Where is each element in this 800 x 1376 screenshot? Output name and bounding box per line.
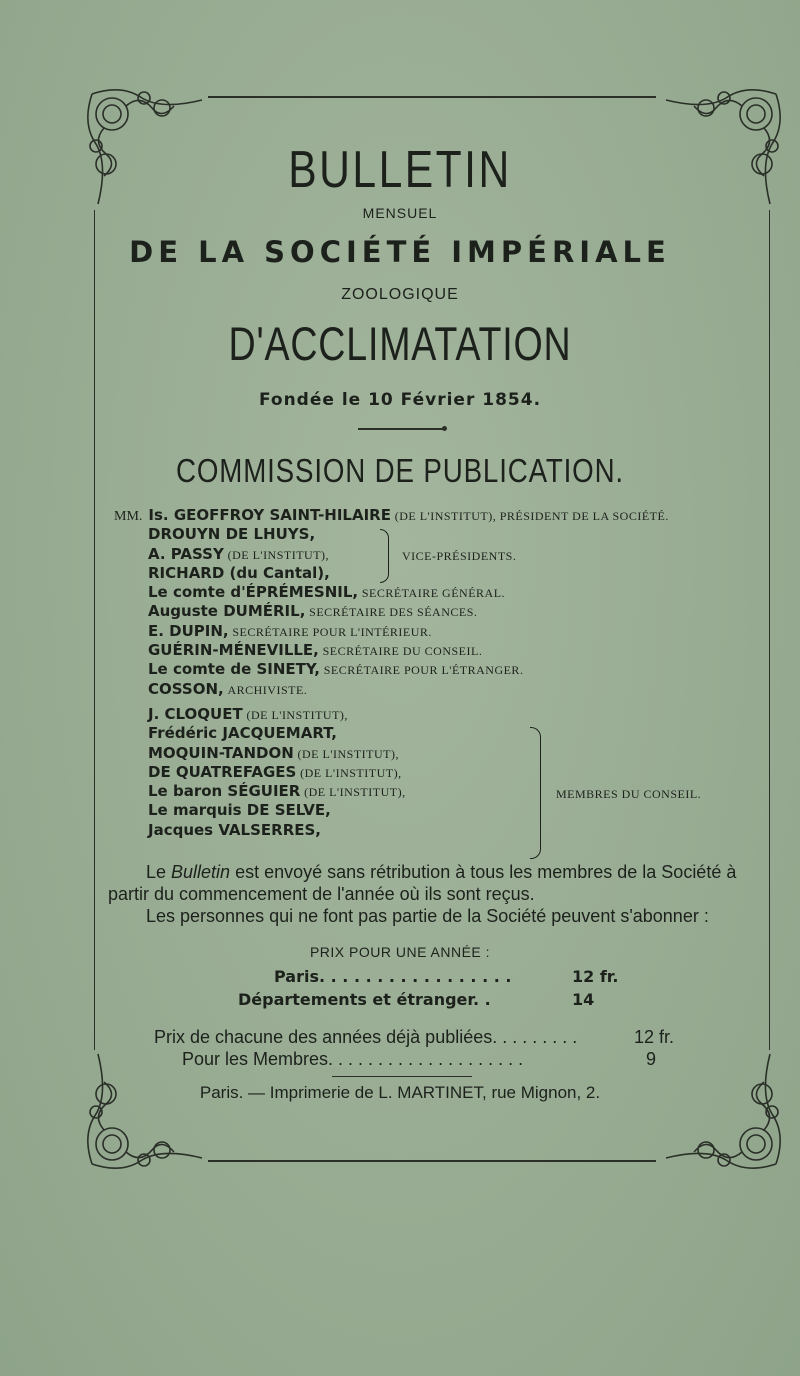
member-row [114,801,754,820]
divider [358,428,444,430]
member-role: SECRÉTAIRE POUR L'INTÉRIEUR. [232,624,432,639]
member-role: (DE L'INSTITUT), [304,785,406,800]
member-row [114,602,754,621]
member-row [114,821,754,840]
president-row [114,506,754,525]
commission-heading: COMMISSION DE PUBLICATION. [176,452,624,489]
vice-brace [380,529,389,583]
subtitle-zoologique: ZOOLOGIQUE [341,286,459,303]
member-name: Auguste DUMÉRIL, [148,602,306,621]
member-name: Le comte de SINETY, [148,660,320,679]
member-row [114,564,754,583]
member-row [114,680,754,699]
member-role: SECRÉTAIRE GÉNÉRAL. [361,586,506,601]
member-name: Le comte d'ÉPRÉMESNIL, [148,583,359,602]
member-row [114,705,754,724]
member-name: J. CLOQUET [148,704,243,723]
member-row [114,583,754,602]
member-row [114,744,754,763]
bulletin-italic: Bulletin [171,862,231,882]
price-heading: PRIX POUR UNE ANNÉE : [309,944,491,960]
vice-label: VICE-PRÉSIDENTS. [402,549,517,563]
corner-ornament-icon [656,1044,786,1174]
member-row [114,724,754,743]
paragraph-subscription [108,905,748,927]
price-back-amount: 12 fr. [634,1027,675,1047]
member-name: Frédéric JACQUEMART, [148,724,338,743]
member-role: SECRÉTAIRE POUR L'ÉTRANGER. [323,663,524,678]
price-dept-amount: 14 [572,990,595,1009]
price-members-label: Pour les Membres. . . . . . . . . . . . . . . . . . . . [182,1049,524,1069]
mm-label: MM. [114,509,143,524]
member-name: COSSON, [148,679,224,698]
member-role: (DE L'INSTITUT), [300,765,402,780]
member-role: (DE L'INSTITUT), [227,547,330,562]
member-row [114,641,754,660]
member-role: ARCHIVISTE. [227,682,308,697]
imprint: Paris. — Imprimerie de L. MARTINET, rue Mignon, 2. [199,1083,601,1102]
member-role: (DE L'INSTITUT), PRÉSIDENT DE LA SOCIÉTÉ. [394,509,669,523]
member-name: Le baron SÉGUIER [148,782,301,801]
member-name: A. PASSY [148,544,224,563]
member-role: (DE L'INSTITUT), [246,707,348,722]
member-role: SECRÉTAIRE DU CONSEIL. [322,644,483,659]
price-back-label: Prix de chacune des années déjà publiées. . . . . . . . . [154,1027,578,1047]
society-acclimatation: D'ACCLIMATATION [228,317,572,370]
member-name: GUÉRIN-MÉNEVILLE, [148,641,319,660]
price-dept-label: Départements et étranger. . [238,990,491,1009]
member-name: Le marquis DE SELVE, [148,801,331,820]
price-paris-label: Paris. . . . . . . . . . . . . . . . . [274,967,512,986]
price-members-amount: 9 [646,1049,657,1069]
paragraph-text: Les personnes qui ne font pas partie de la Société peuvent s'abonner : [146,906,709,926]
member-row [114,622,754,641]
member-name: MOQUIN-TANDON [148,743,294,762]
council-label: MEMBRES DU CONSEIL. [556,787,702,801]
paragraph-text: Le Bulletin est envoyé sans rétribution à tous les membres de la Société à partir du commencement de l'année où ils sont reçus. [108,862,737,904]
society-name: DE LA SOCIÉTÉ IMPÉRIALE [129,235,671,269]
member-name: DROUYN DE LHUYS, [148,525,316,544]
page-title: BULLETIN [288,141,512,199]
commission-members [114,506,754,840]
member-name: RICHARD (du Cantal), [148,563,330,582]
member-row [114,763,754,782]
member-row [114,525,754,544]
paragraph-distribution [108,861,748,905]
border-line-top [208,96,656,98]
member-role: SECRÉTAIRE DES SÉANCES. [309,605,478,620]
subtitle-mensuel: MENSUEL [362,205,438,221]
member-name: Is. GEOFFROY SAINT-HILAIRE [148,506,391,524]
founding-date: Fondée le 10 Février 1854. [258,390,542,410]
member-name: E. DUPIN, [148,621,229,640]
divider [332,1076,472,1077]
member-name: DE QUATREFAGES [148,762,297,781]
member-role: (DE L'INSTITUT), [297,746,399,761]
border-line-right [769,210,770,1050]
council-brace [530,727,541,859]
member-name: Jacques VALSERRES, [148,820,321,839]
border-line-bottom [208,1160,656,1162]
price-paris-amount: 12 fr. [572,967,619,986]
member-row [114,660,754,679]
